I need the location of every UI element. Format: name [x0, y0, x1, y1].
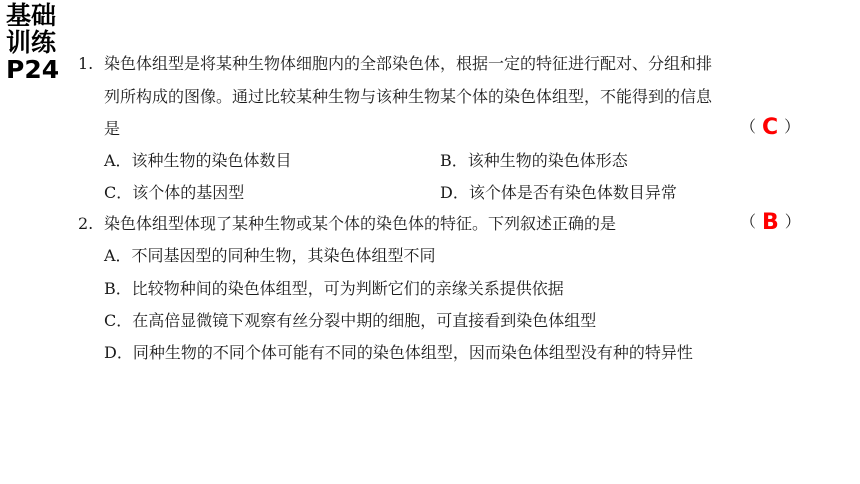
section-label-line1: 基础 — [6, 1, 57, 30]
question-1-answer-letter: C — [762, 115, 779, 140]
section-label — [6, 2, 59, 83]
question-1-stem-line2: 列所构成的图像。通过比较某种生物与该种生物某个体的染色体组型，不能得到的信息 — [104, 87, 713, 106]
question-2-option-b: B．比较物种间的染色体组型，可为判断它们的亲缘关系提供依据 — [104, 279, 564, 298]
question-1-option-d: D．该个体是否有染色体数目异常 — [440, 183, 677, 202]
section-label-line2: 训练 — [6, 28, 57, 57]
question-1-option-b: B．该种生物的染色体形态 — [440, 151, 628, 170]
question-2-stem-line1: 染色体组型体现了某种生物或某个体的染色体的特征。下列叙述正确的是 — [104, 214, 617, 233]
question-1-stem-line1: 染色体组型是将某种生物体细胞内的全部染色体，根据一定的特征进行配对、分组和排 — [104, 54, 713, 73]
question-2-answer: （ B ） — [740, 210, 801, 235]
question-2-answer-letter: B — [762, 210, 779, 235]
question-1-number: 1. — [78, 54, 94, 73]
question-1-stem-line3: 是 — [104, 119, 121, 138]
question-2-option-c: C．在高倍显微镜下观察有丝分裂中期的细胞，可直接看到染色体组型 — [104, 311, 597, 330]
question-1-option-c: C．该个体的基因型 — [104, 183, 245, 202]
question-1-option-a: A．该种生物的染色体数目 — [104, 151, 292, 170]
question-2-option-d: D．同种生物的不同个体可能有不同的染色体组型，因而染色体组型没有种的特异性 — [104, 343, 693, 362]
question-2-option-a: A．不同基因型的同种生物，其染色体组型不同 — [104, 246, 436, 265]
question-2-number: 2. — [78, 214, 94, 233]
question-1-answer: （ C ） — [740, 115, 801, 140]
section-label-page: P24 — [6, 55, 60, 84]
